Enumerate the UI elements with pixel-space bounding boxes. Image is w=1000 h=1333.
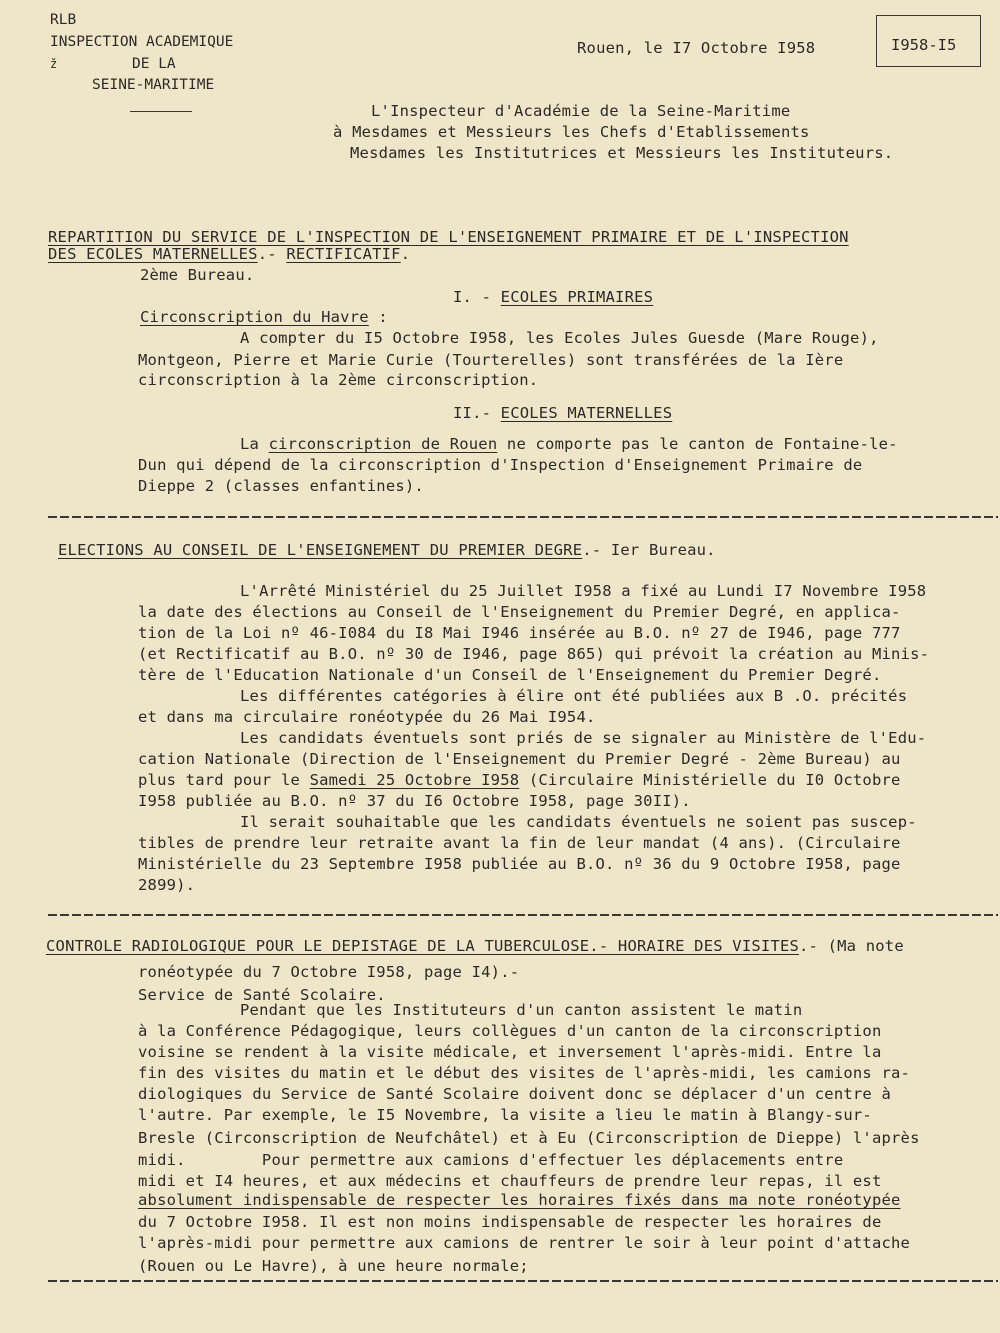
section2-bureau: .- Ier Bureau.	[582, 541, 716, 559]
deadline-suffix: (Circulaire Ministérielle du I0 Octobre	[519, 771, 901, 789]
addressee-line-3: Mesdames les Institutrices et Messieurs les Instituteurs.	[350, 144, 894, 162]
section3-subtitle: ronéotypée du 7 Octobre I958, page I4).-	[138, 963, 520, 981]
section2-deadline-line	[138, 770, 901, 791]
part2-heading-text: ECOLES MATERNELLES	[500, 404, 673, 422]
section1-title-sep: .-	[257, 245, 287, 263]
deadline-date: Samedi 25 Octobre I958	[309, 771, 520, 789]
section3-service: Service de Santé Scolaire.	[138, 986, 386, 1004]
addressee-line-1: L'Inspecteur d'Académie de la Seine-Maritime	[371, 102, 791, 120]
part2-line-3: Dieppe 2 (classes enfantines).	[138, 477, 424, 495]
section-divider-3	[48, 1280, 998, 1282]
part2-line-1-end: ne comporte pas le canton de Fontaine-le-	[497, 435, 898, 453]
letterhead-department: SEINE-MARITIME	[92, 77, 215, 93]
part2-line-1	[240, 434, 898, 455]
letterhead-rule	[130, 111, 192, 112]
part1-heading	[453, 287, 653, 308]
section2-line-9: cation Nationale (Direction de l'Enseignement du Premier Degré - 2ème Bureau) au	[138, 750, 901, 768]
part1-line-3: circonscription à la 2ème circonscription.	[138, 371, 539, 389]
section3-line-12: l'après-midi pour permettre aux camions de rentrer le soir à leur point d'attache	[138, 1234, 911, 1252]
section3-emphasis: absolument indispensable de respecter les horaires fixés dans ma note ronéotypée	[138, 1191, 901, 1209]
section3-line-2: à la Conférence Pédagogique, leurs collègues d'un canton de la circonscription	[138, 1022, 882, 1040]
part2-heading-number: II.-	[453, 404, 501, 422]
section-divider-1	[48, 516, 998, 518]
letterhead-de-la: DE LA	[132, 56, 176, 72]
section3-line-11: du 7 Octobre I958. Il est non moins indispensable de respecter les horaires de	[138, 1213, 882, 1231]
section2-line-11: I958 publiée au B.O. nº 37 du I6 Octobre I958, page 30II).	[138, 792, 691, 810]
part1-heading-text: ECOLES PRIMAIRES	[500, 288, 654, 306]
part1-line-1: A compter du I5 Octobre I958, les Ecoles Jules Guesde (Mare Rouge),	[240, 329, 879, 347]
section3-title-text: CONTROLE RADIOLOGIQUE POUR LE DEPISTAGE DE LA TUBERCULOSE.- HORAIRE DES VISITES	[46, 937, 800, 955]
section3-title	[46, 936, 904, 957]
addressee-line-2: à Mesdames et Messieurs les Chefs d'Etablissements	[333, 123, 810, 141]
section1-title-line2	[48, 244, 410, 265]
part2-line-2: Dun qui dépend de la circonscription d'Inspection d'Enseignement Primaire de	[138, 456, 863, 474]
section2-line-1: L'Arrêté Ministériel du 25 Juillet I958 a fixé au Lundi I7 Novembre I958	[240, 582, 927, 600]
section2-line-5: tère de l'Education Nationale d'un Conseil de l'Enseignement du Premier Degré.	[138, 666, 882, 684]
section3-line-3: voisine se rendent à la visite médicale, et inversement l'après-midi. Entre la	[138, 1043, 882, 1061]
section2-line-14: Ministérielle du 23 Septembre I958 publiée au B.O. nº 36 du 9 Octobre I958, page	[138, 855, 901, 873]
letterhead-mark: ž	[50, 57, 58, 71]
part1-heading-number: I. -	[453, 288, 501, 306]
section3-line-7: Bresle (Circonscription de Neufchâtel) et à Eu (Circonscription de Dieppe) l'après	[138, 1129, 920, 1147]
deadline-prefix: plus tard pour le	[138, 771, 310, 789]
section1-title-line1: REPARTITION DU SERVICE DE L'INSPECTION DE L'ENSEIGNEMENT PRIMAIRE ET DE L'INSPECTION	[48, 228, 849, 246]
section2-line-12: Il serait souhaitable que les candidats éventuels ne soient pas suscep-	[240, 813, 917, 831]
section3-line-1: Pendant que les Instituteurs d'un canton assistent le matin	[240, 1001, 803, 1019]
section2-line-7: et dans ma circulaire ronéotypée du 26 Mai I954.	[138, 708, 596, 726]
section2-title-text: ELECTIONS AU CONSEIL DE L'ENSEIGNEMENT DU PREMIER DEGRE	[58, 541, 583, 559]
section1-bureau: 2ème Bureau.	[140, 266, 255, 284]
section1-title-maternelles: DES ECOLES MATERNELLES	[48, 245, 258, 263]
section2-line-4: (et Rectificatif au B.O. nº 30 de I946, page 865) qui prévoit la création au Minis-	[138, 645, 930, 663]
section3-line-6: l'autre. Par exemple, le I5 Novembre, la visite a lieu le matin à Blangy-sur-	[138, 1106, 872, 1124]
section2-line-15: 2899).	[138, 876, 196, 894]
reference-number: I958-I5	[891, 36, 957, 54]
section2-line-3: tion de la Loi nº 46-I084 du I8 Mai I946 insérée au B.O. nº 27 de I946, page 777	[138, 624, 901, 642]
section1-title-rectificatif: RECTIFICATIF	[286, 245, 401, 263]
part2-circonscription-rouen: circonscription de Rouen	[268, 435, 498, 453]
section-divider-2	[48, 914, 998, 916]
part2-line-1-start: La	[240, 435, 269, 453]
section3-title-suffix: .- (Ma note	[799, 937, 904, 955]
part2-heading	[453, 403, 672, 424]
section3-line-13: (Rouen ou Le Havre), à une heure normale;	[138, 1257, 529, 1275]
section3-line-9: midi et I4 heures, et aux médecins et chauffeurs de prendre leur repas, il est	[138, 1172, 882, 1190]
section3-line-8: midi. Pour permettre aux camions d'effectuer les déplacements entre	[138, 1151, 844, 1169]
section3-line-4: fin des visites du matin et le début des visites de l'après-midi, les camions ra-	[138, 1064, 911, 1082]
circonscription-colon: :	[368, 308, 388, 326]
part1-line-2: Montgeon, Pierre et Marie Curie (Tourterelles) sont transférées de la Ière	[138, 351, 844, 369]
circonscription-havre: Circonscription du Havre	[140, 308, 369, 326]
section2-line-2: la date des élections au Conseil de l'Enseignement du Premier Degré, en applica-	[138, 603, 901, 621]
letterhead-initials: RLB	[50, 12, 77, 28]
section2-line-6: Les différentes catégories à élire ont été publiées aux B .O. précités	[240, 687, 908, 705]
section2-line-8: Les candidats éventuels sont priés de se signaler au Ministère de l'Edu-	[240, 729, 927, 747]
section2-line-13: tibles de prendre leur retraite avant la fin de leur mandat (4 ans). (Circulaire	[138, 834, 901, 852]
section2-title	[58, 540, 716, 561]
circonscription-line	[140, 307, 388, 328]
place-date: Rouen, le I7 Octobre I958	[577, 39, 816, 57]
reference-box	[876, 15, 981, 67]
letterhead-institution: INSPECTION ACADEMIQUE	[50, 34, 234, 50]
section3-line-5: diologiques du Service de Santé Scolaire doivent donc se déplacer d'un centre à	[138, 1085, 892, 1103]
section1-title-end: .	[400, 245, 411, 263]
